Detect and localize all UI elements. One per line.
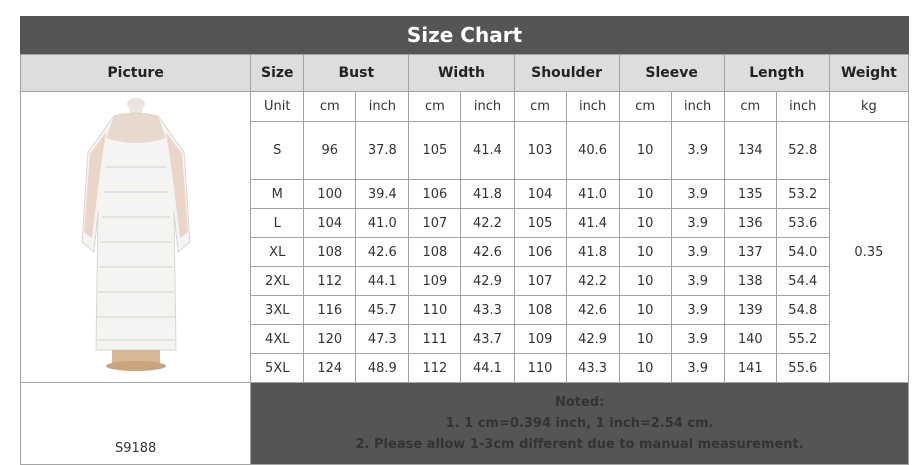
measurement-cell: 3.9 bbox=[671, 122, 724, 180]
size-label: XL bbox=[251, 238, 304, 267]
measurement-cell: 3.9 bbox=[671, 296, 724, 325]
measurement-cell: 105 bbox=[514, 209, 566, 238]
measurement-cell: 107 bbox=[514, 267, 566, 296]
measurement-cell: 55.2 bbox=[776, 325, 829, 354]
measurement-cell: 112 bbox=[409, 354, 461, 383]
measurement-cell: 42.2 bbox=[461, 209, 514, 238]
measurement-cell: 139 bbox=[724, 296, 776, 325]
measurement-cell: 116 bbox=[304, 296, 356, 325]
measurement-cell: 109 bbox=[514, 325, 566, 354]
measurement-cell: 135 bbox=[724, 180, 776, 209]
measurement-cell: 47.3 bbox=[356, 325, 409, 354]
measurement-cell: 107 bbox=[409, 209, 461, 238]
measurement-cell: 41.8 bbox=[566, 238, 619, 267]
measurement-cell: 96 bbox=[304, 122, 356, 180]
measurement-cell: 10 bbox=[619, 325, 671, 354]
measurement-cell: 42.9 bbox=[566, 325, 619, 354]
measurement-cell: 112 bbox=[304, 267, 356, 296]
measurement-cell: 109 bbox=[409, 267, 461, 296]
measurement-cell: 111 bbox=[409, 325, 461, 354]
measurement-cell: 53.6 bbox=[776, 209, 829, 238]
notes-heading: Noted: bbox=[554, 395, 605, 410]
measurement-cell: 42.6 bbox=[566, 296, 619, 325]
header-size: Size bbox=[251, 55, 304, 92]
unit-row bbox=[21, 92, 909, 122]
measurement-cell: 48.9 bbox=[356, 354, 409, 383]
product-code: S9188 bbox=[21, 383, 251, 465]
measurement-cell: 39.4 bbox=[356, 180, 409, 209]
measurement-cell: 41.0 bbox=[566, 180, 619, 209]
product-picture-cell bbox=[21, 92, 251, 383]
measurement-cell: 10 bbox=[619, 209, 671, 238]
size-label: M bbox=[251, 180, 304, 209]
measurement-cell: 52.8 bbox=[776, 122, 829, 180]
measurement-cell: 106 bbox=[514, 238, 566, 267]
measurement-cell: 54.0 bbox=[776, 238, 829, 267]
measurement-cell: 10 bbox=[619, 267, 671, 296]
measurement-cell: 40.6 bbox=[566, 122, 619, 180]
measurement-cell: 43.3 bbox=[461, 296, 514, 325]
header-shoulder: Shoulder bbox=[514, 55, 619, 92]
measurement-cell: 110 bbox=[514, 354, 566, 383]
measurement-cell: 103 bbox=[514, 122, 566, 180]
measurement-cell: 10 bbox=[619, 296, 671, 325]
measurement-cell: 100 bbox=[304, 180, 356, 209]
notes-section bbox=[251, 383, 909, 465]
measurement-cell: 54.8 bbox=[776, 296, 829, 325]
size-label: S bbox=[251, 122, 304, 180]
unit-cell: cm bbox=[514, 92, 566, 122]
measurement-cell: 10 bbox=[619, 354, 671, 383]
note-line: 2. Please allow 1-3cm different due to manual measurement. bbox=[355, 437, 804, 452]
size-label: 2XL bbox=[251, 267, 304, 296]
measurement-cell: 3.9 bbox=[671, 325, 724, 354]
measurement-cell: 106 bbox=[409, 180, 461, 209]
measurement-cell: 108 bbox=[304, 238, 356, 267]
measurement-cell: 137 bbox=[724, 238, 776, 267]
measurement-cell: 41.4 bbox=[566, 209, 619, 238]
header-width: Width bbox=[409, 55, 514, 92]
measurement-cell: 43.3 bbox=[566, 354, 619, 383]
measurement-cell: 45.7 bbox=[356, 296, 409, 325]
unit-cell: cm bbox=[724, 92, 776, 122]
measurement-cell: 41.0 bbox=[356, 209, 409, 238]
measurement-cell: 3.9 bbox=[671, 209, 724, 238]
unit-cell: cm bbox=[409, 92, 461, 122]
measurement-cell: 136 bbox=[724, 209, 776, 238]
header-picture: Picture bbox=[21, 55, 251, 92]
measurement-cell: 42.6 bbox=[356, 238, 409, 267]
measurement-cell: 42.2 bbox=[566, 267, 619, 296]
size-label: 3XL bbox=[251, 296, 304, 325]
measurement-cell: 41.4 bbox=[461, 122, 514, 180]
measurement-cell: 124 bbox=[304, 354, 356, 383]
measurement-cell: 104 bbox=[514, 180, 566, 209]
measurement-cell: 10 bbox=[619, 238, 671, 267]
measurement-cell: 3.9 bbox=[671, 238, 724, 267]
weight-unit: kg bbox=[829, 92, 908, 122]
weight-value: 0.35 bbox=[829, 122, 908, 383]
measurement-cell: 3.9 bbox=[671, 354, 724, 383]
unit-cell: cm bbox=[304, 92, 356, 122]
measurement-cell: 3.9 bbox=[671, 180, 724, 209]
measurement-cell: 3.9 bbox=[671, 267, 724, 296]
measurement-cell: 42.9 bbox=[461, 267, 514, 296]
unit-cell: inch bbox=[776, 92, 829, 122]
measurement-cell: 140 bbox=[724, 325, 776, 354]
size-table bbox=[20, 54, 909, 465]
measurement-cell: 42.6 bbox=[461, 238, 514, 267]
measurement-cell: 141 bbox=[724, 354, 776, 383]
measurement-cell: 108 bbox=[514, 296, 566, 325]
header-bust: Bust bbox=[304, 55, 409, 92]
measurement-cell: 138 bbox=[724, 267, 776, 296]
measurement-cell: 37.8 bbox=[356, 122, 409, 180]
unit-cell: inch bbox=[461, 92, 514, 122]
header-row bbox=[21, 55, 909, 92]
measurement-cell: 55.6 bbox=[776, 354, 829, 383]
size-label: 4XL bbox=[251, 325, 304, 354]
size-label: 5XL bbox=[251, 354, 304, 383]
size-chart bbox=[20, 16, 909, 456]
header-sleeve: Sleeve bbox=[619, 55, 724, 92]
measurement-cell: 120 bbox=[304, 325, 356, 354]
measurement-cell: 110 bbox=[409, 296, 461, 325]
unit-cell: inch bbox=[671, 92, 724, 122]
measurement-cell: 44.1 bbox=[356, 267, 409, 296]
measurement-cell: 10 bbox=[619, 180, 671, 209]
unit-cell: inch bbox=[566, 92, 619, 122]
footer-row bbox=[21, 383, 909, 465]
measurement-cell: 108 bbox=[409, 238, 461, 267]
measurement-cell: 53.2 bbox=[776, 180, 829, 209]
unit-cell: inch bbox=[356, 92, 409, 122]
header-weight: Weight bbox=[829, 55, 908, 92]
measurement-cell: 134 bbox=[724, 122, 776, 180]
unit-cell: cm bbox=[619, 92, 671, 122]
dress-image-icon bbox=[66, 92, 206, 382]
measurement-cell: 44.1 bbox=[461, 354, 514, 383]
size-chart-title: Size Chart bbox=[20, 16, 909, 54]
note-line: 1. 1 cm=0.394 inch, 1 inch=2.54 cm. bbox=[445, 416, 714, 431]
size-label: L bbox=[251, 209, 304, 238]
measurement-cell: 105 bbox=[409, 122, 461, 180]
measurement-cell: 104 bbox=[304, 209, 356, 238]
measurement-cell: 43.7 bbox=[461, 325, 514, 354]
measurement-cell: 54.4 bbox=[776, 267, 829, 296]
unit-label: Unit bbox=[251, 92, 304, 122]
measurement-cell: 10 bbox=[619, 122, 671, 180]
measurement-cell: 41.8 bbox=[461, 180, 514, 209]
header-length: Length bbox=[724, 55, 829, 92]
